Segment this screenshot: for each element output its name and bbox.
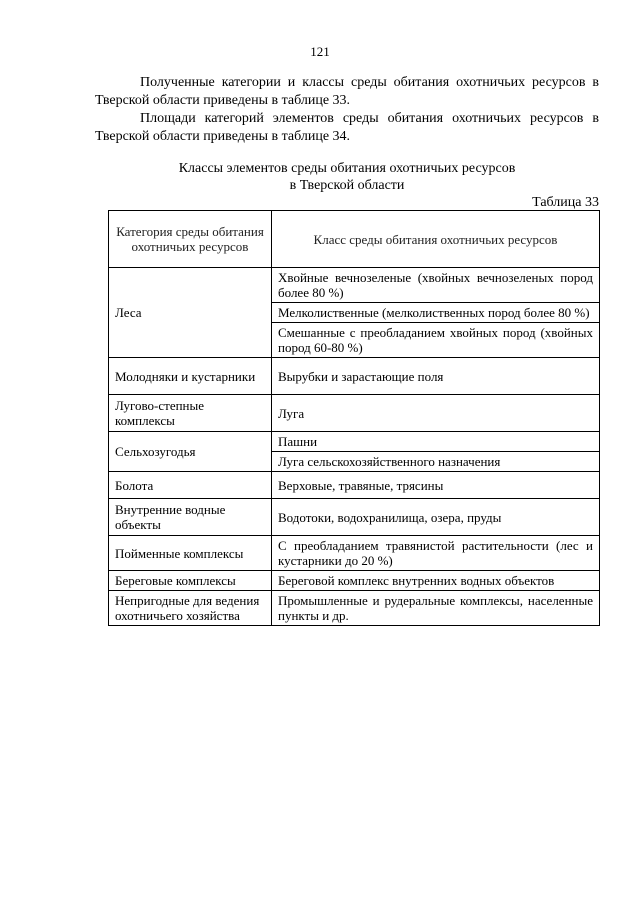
intro-paragraph: Площади категорий элементов среды обитания охотничьих ресурсов в Тверской области приведены в таблице 34. [95,111,599,144]
category-cell: Внутренние водные объекты [109,499,272,536]
table-header-row [109,211,600,268]
table-row [109,571,600,591]
category-cell: Пойменные комплексы [109,536,272,571]
table-row [109,536,600,571]
habitat-classes-table [108,210,600,626]
table-title-line: Классы элементов среды обитания охотничьих ресурсов [178,161,516,176]
table-row [109,432,600,452]
class-cell: Промышленные и рудеральные комплексы, населенные пункты и др. [272,591,600,626]
header-class: Класс среды обитания охотничьих ресурсов [272,211,600,268]
intro-paragraph: Полученные категории и классы среды обитания охотничьих ресурсов в Тверской области приведены в таблице 33. [95,75,599,108]
table-row [109,499,600,536]
header-category: Категория среды обитания охотничьих ресурсов [109,211,272,268]
class-cell: Береговой комплекс внутренних водных объектов [272,571,600,591]
page-number: 121 [310,44,330,59]
table-row [109,395,600,432]
category-cell: Болота [109,472,272,499]
category-cell: Лугово-степные комплексы [109,395,272,432]
class-cell: Луга сельскохозяйственного назначения [272,452,600,472]
table-title-line: в Тверской области [289,178,405,193]
class-cell: Верховые, травяные, трясины [272,472,600,499]
class-cell: Смешанные с преобладанием хвойных пород (хвойных пород 60-80 %) [272,323,600,358]
category-cell: Непригодные для ведения охотничьего хозяйства [109,591,272,626]
class-cell: Мелколиственные (мелколиственных пород более 80 %) [272,303,600,323]
class-cell: Пашни [272,432,600,452]
table-row [109,358,600,395]
category-cell: Леса [109,268,272,358]
table-row [109,472,600,499]
intro-text [95,74,599,146]
class-cell: Вырубки и зарастающие поля [272,358,600,395]
class-cell: С преобладанием травянистой растительности (лес и кустарники до 20 %) [272,536,600,571]
class-cell: Хвойные вечнозеленые (хвойных вечнозеленых пород более 80 %) [272,268,600,303]
table-row [109,268,600,303]
category-cell: Сельхозугодья [109,432,272,472]
table-title [95,160,599,194]
category-cell: Береговые комплексы [109,571,272,591]
class-cell: Водотоки, водохранилища, озера, пруды [272,499,600,536]
table-row [109,591,600,626]
category-cell: Молодняки и кустарники [109,358,272,395]
table-label: Таблица 33 [532,195,599,210]
class-cell: Луга [272,395,600,432]
